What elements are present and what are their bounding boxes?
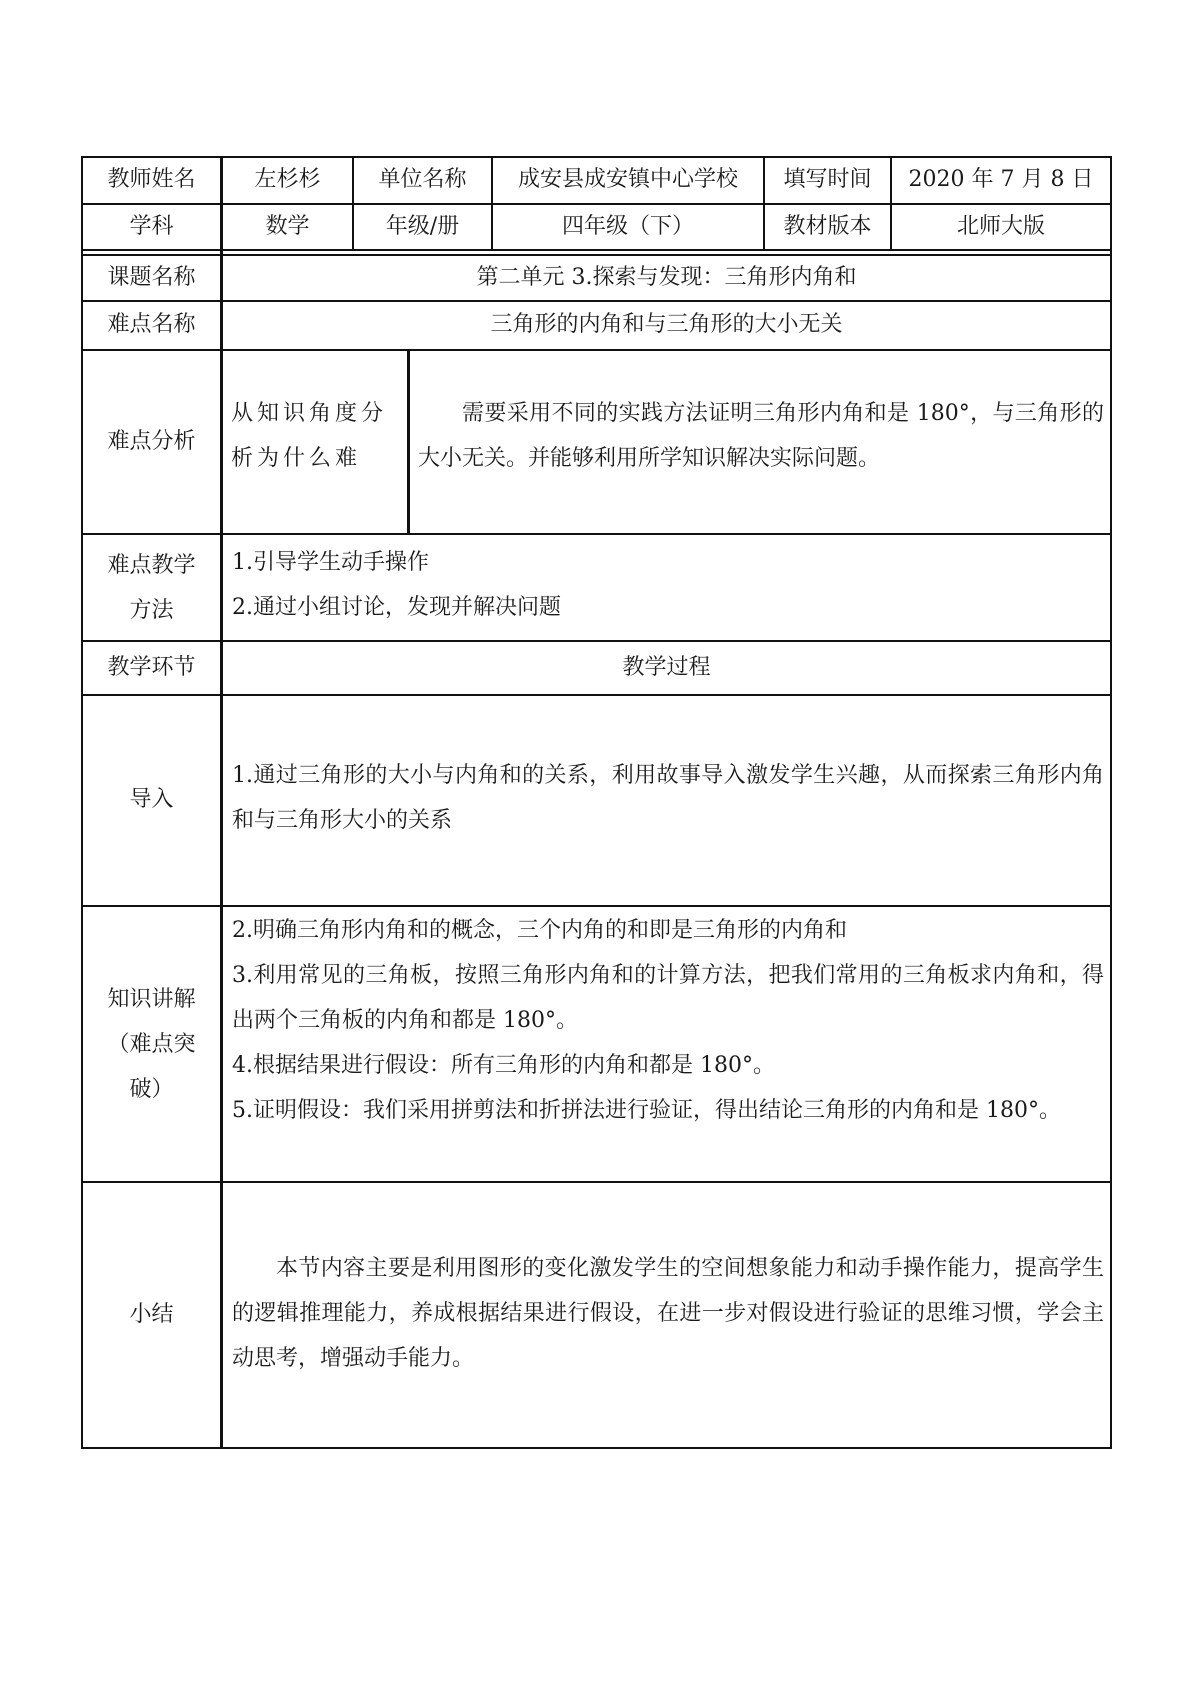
analysis-text: 需要采用不同的实践方法证明三角形内角和是 180°，与三角形的大小无关。并能够利用所学知识解决实际问题。 (418, 401, 1104, 471)
analysis-label: 难点分析 (107, 428, 196, 454)
teacher-name-label: 教师姓名 (107, 167, 196, 193)
stage-header: 教学环节 (107, 654, 196, 680)
edition-value: 北师大版 (956, 213, 1045, 239)
summary-text: 本节内容主要是利用图形的变化激发学生的空间想象能力和动手操作能力，提高学生的逻辑推理能力，养成根据结果进行假设，在进一步对假设进行验证的思维习惯，学会主动思考，增强动手能力。 (232, 1256, 1104, 1371)
process-header: 教学过程 (622, 654, 711, 680)
subject-value: 数学 (265, 213, 310, 239)
method-label: 难点教学方法 (107, 552, 196, 623)
method-list (232, 540, 1092, 635)
difficulty-value: 三角形的内角和与三角形的大小无关 (490, 312, 843, 338)
intro-label: 导入 (129, 787, 174, 813)
teacher-name-value: 左杉杉 (254, 167, 321, 193)
fill-date-value: 2020 年 7 月 8 日 (908, 167, 1094, 193)
grade-label: 年级/册 (385, 213, 460, 239)
topic-value: 第二单元 3.探索与发现：三角形内角和 (476, 264, 857, 290)
difficulty-label: 难点名称 (107, 312, 196, 338)
analysis-sub-label: 从知识角度分析为什么难 (231, 401, 388, 471)
explain-item: 5.证明假设：我们采用拼剪法和折拼法进行验证，得出结论三角形的内角和是 180°。 (232, 1098, 1061, 1123)
method-item: 2.通过小组讨论，发现并解决问题 (232, 595, 561, 620)
method-item: 1.引导学生动手操作 (232, 550, 429, 575)
grade-value: 四年级（下） (561, 213, 694, 239)
edition-label: 教材版本 (783, 213, 872, 239)
explain-list (232, 908, 1104, 1178)
summary-label: 小结 (129, 1301, 174, 1327)
explain-item: 4.根据结果进行假设：所有三角形的内角和都是 180°。 (232, 1053, 775, 1078)
intro-text: 1.通过三角形的大小与内角和的关系，利用故事导入激发学生兴趣，从而探索三角形内角和与三角形大小的关系 (232, 763, 1104, 833)
subject-label: 学科 (129, 213, 174, 239)
topic-label: 课题名称 (107, 264, 196, 290)
explain-item: 3.利用常见的三角板，按照三角形内角和的计算方法，把我们常用的三角板求内角和，得出两个三角板的内角和都是 180°。 (232, 963, 1104, 1033)
fill-date-label: 填写时间 (783, 167, 872, 193)
unit-name-label: 单位名称 (378, 167, 467, 193)
unit-name-value: 成安县成安镇中心学校 (517, 167, 738, 193)
explain-label: 知识讲解（难点突破） (107, 986, 196, 1102)
explain-item: 2.明确三角形内角和的概念，三个内角的和即是三角形的内角和 (232, 918, 847, 943)
